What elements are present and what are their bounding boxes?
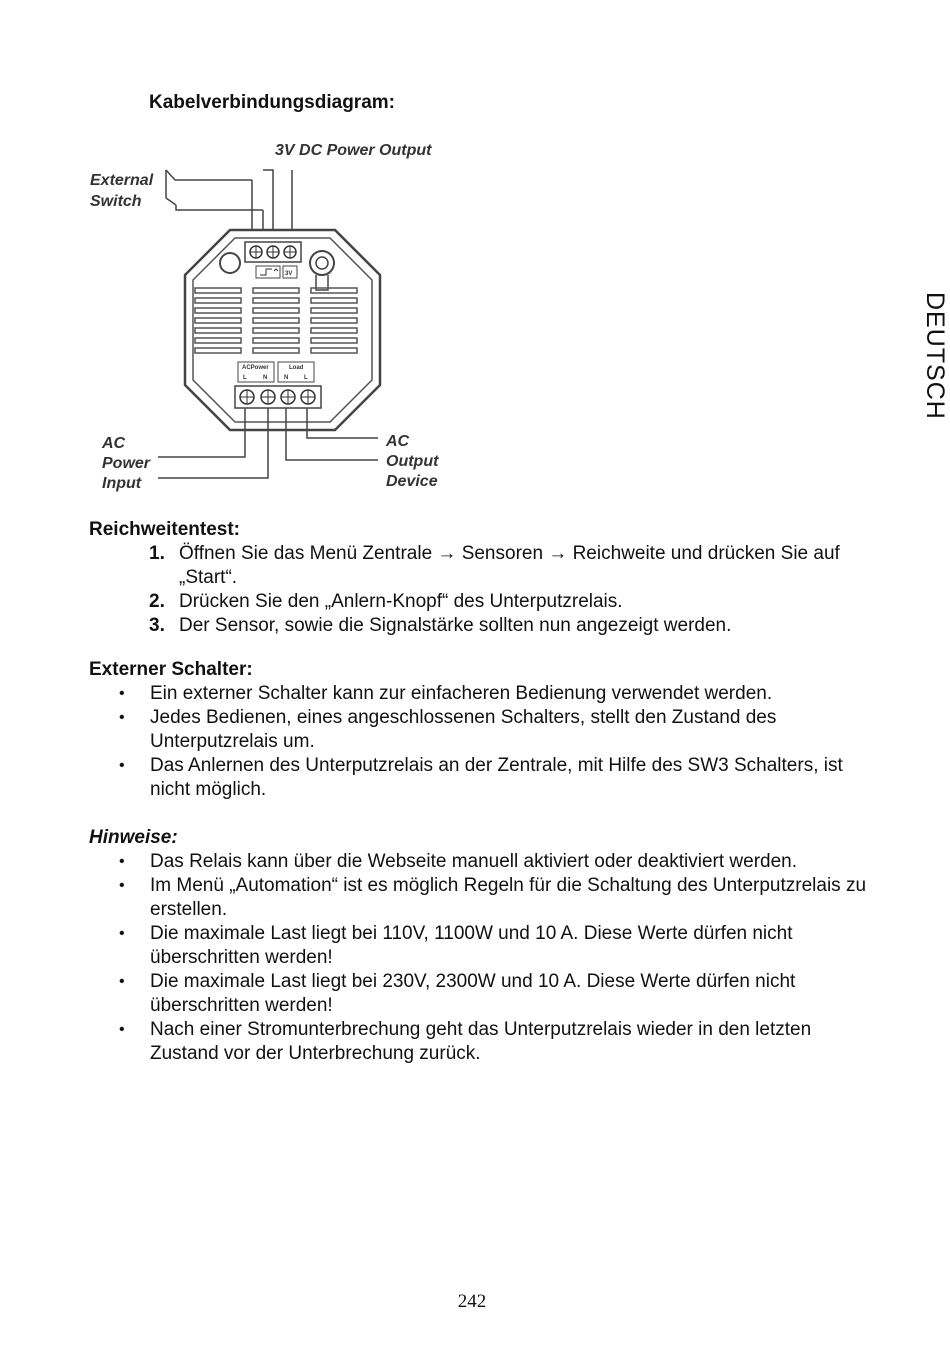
language-side-tab: DEUTSCH <box>921 292 949 420</box>
bullet: • <box>119 853 125 870</box>
label-dc-output: 3V DC Power Output <box>275 142 432 159</box>
label-acpower: ACPower <box>242 365 269 371</box>
label-ac-input-2: Power <box>102 455 151 472</box>
step-number: 3. <box>149 615 165 636</box>
label-l1: L <box>243 375 247 381</box>
bullet: • <box>119 1021 125 1038</box>
notes-section <box>89 826 869 1066</box>
bullet: • <box>119 877 125 894</box>
learn-button <box>220 253 240 273</box>
label-n2: N <box>284 375 289 381</box>
bullet: • <box>119 757 125 774</box>
bullet: • <box>119 925 125 942</box>
label-n1: N <box>263 375 268 381</box>
step-text: Der Sensor, sowie die Signalstärke sollten nun angezeigt werden. <box>179 615 732 636</box>
label-ac-output-2: Output <box>386 453 439 470</box>
range-test-steps <box>89 542 869 638</box>
list-item-text: Jedes Bedienen, eines angeschlossenen Schalters, stellt den Zustand des Unterputzrelais um. <box>150 707 777 752</box>
external-switch-section <box>89 658 869 802</box>
list-item <box>89 922 869 970</box>
list-item-text: Die maximale Last liegt bei 110V, 1100W und 10 A. Diese Werte dürfen nicht überschritten werden! <box>150 923 793 968</box>
step-number: 2. <box>149 591 165 612</box>
list-item <box>89 874 869 922</box>
step-item <box>89 590 869 614</box>
list-item <box>89 706 869 754</box>
list-item-text: Das Anlernen des Unterputzrelais an der Zentrale, mit Hilfe des SW3 Schalters, ist nicht möglich. <box>150 755 843 800</box>
label-ac-output-1: AC <box>386 433 410 450</box>
external-switch-title: Externer Schalter: <box>89 659 253 680</box>
range-test-section <box>89 518 869 638</box>
bullet: • <box>119 973 125 990</box>
list-item-text: Die maximale Last liegt bei 230V, 2300W und 10 A. Diese Werte dürfen nicht überschritten werden! <box>150 971 796 1016</box>
list-item <box>89 682 869 706</box>
list-item-text: Das Relais kann über die Webseite manuell aktiviert oder deaktiviert werden. <box>150 851 798 872</box>
wiring-diagram <box>80 130 460 500</box>
list-item-text: Im Menü „Automation“ ist es möglich Regeln für die Schaltung des Unterputzrelais zu erstellen. <box>150 875 867 920</box>
bullet: • <box>119 709 125 726</box>
step-text: Drücken Sie den „Anlern-Knopf“ des Unterputzrelais. <box>179 591 623 612</box>
label-l2: L <box>304 375 308 381</box>
label-external-1: External <box>90 172 154 189</box>
label-load: Load <box>289 365 304 371</box>
step-text: Öffnen Sie das Menü Zentrale → Sensoren → Reichweite und drücken Sie auf „Start“. <box>179 543 840 588</box>
step-item <box>89 614 869 638</box>
label-3v: 3V <box>285 271 293 277</box>
label-ac-input-1: AC <box>102 435 126 452</box>
range-test-title: Reichweitentest: <box>89 519 240 540</box>
page-number: 242 <box>457 1291 487 1312</box>
external-switch-list <box>89 682 869 802</box>
list-item <box>89 970 869 1018</box>
list-item <box>89 754 869 802</box>
label-ac-output-3: Device <box>386 473 438 490</box>
step-item <box>89 542 869 590</box>
step-number: 1. <box>149 543 165 564</box>
diagram-title: Kabelverbindungsdiagram: <box>149 92 395 113</box>
bullet: • <box>119 685 125 702</box>
notes-list <box>89 850 869 1066</box>
notes-title: Hinweise: <box>89 827 178 848</box>
label-external-2: Switch <box>90 193 142 210</box>
list-item <box>89 850 869 874</box>
list-item-text: Ein externer Schalter kann zur einfacheren Bedienung verwendet werden. <box>150 683 773 704</box>
label-ac-input-3: Input <box>102 475 142 492</box>
list-item-text: Nach einer Stromunterbrechung geht das Unterputzrelais wieder in den letzten Zustand vor der Unterbrechung zurück. <box>150 1019 812 1064</box>
list-item <box>89 1018 869 1066</box>
